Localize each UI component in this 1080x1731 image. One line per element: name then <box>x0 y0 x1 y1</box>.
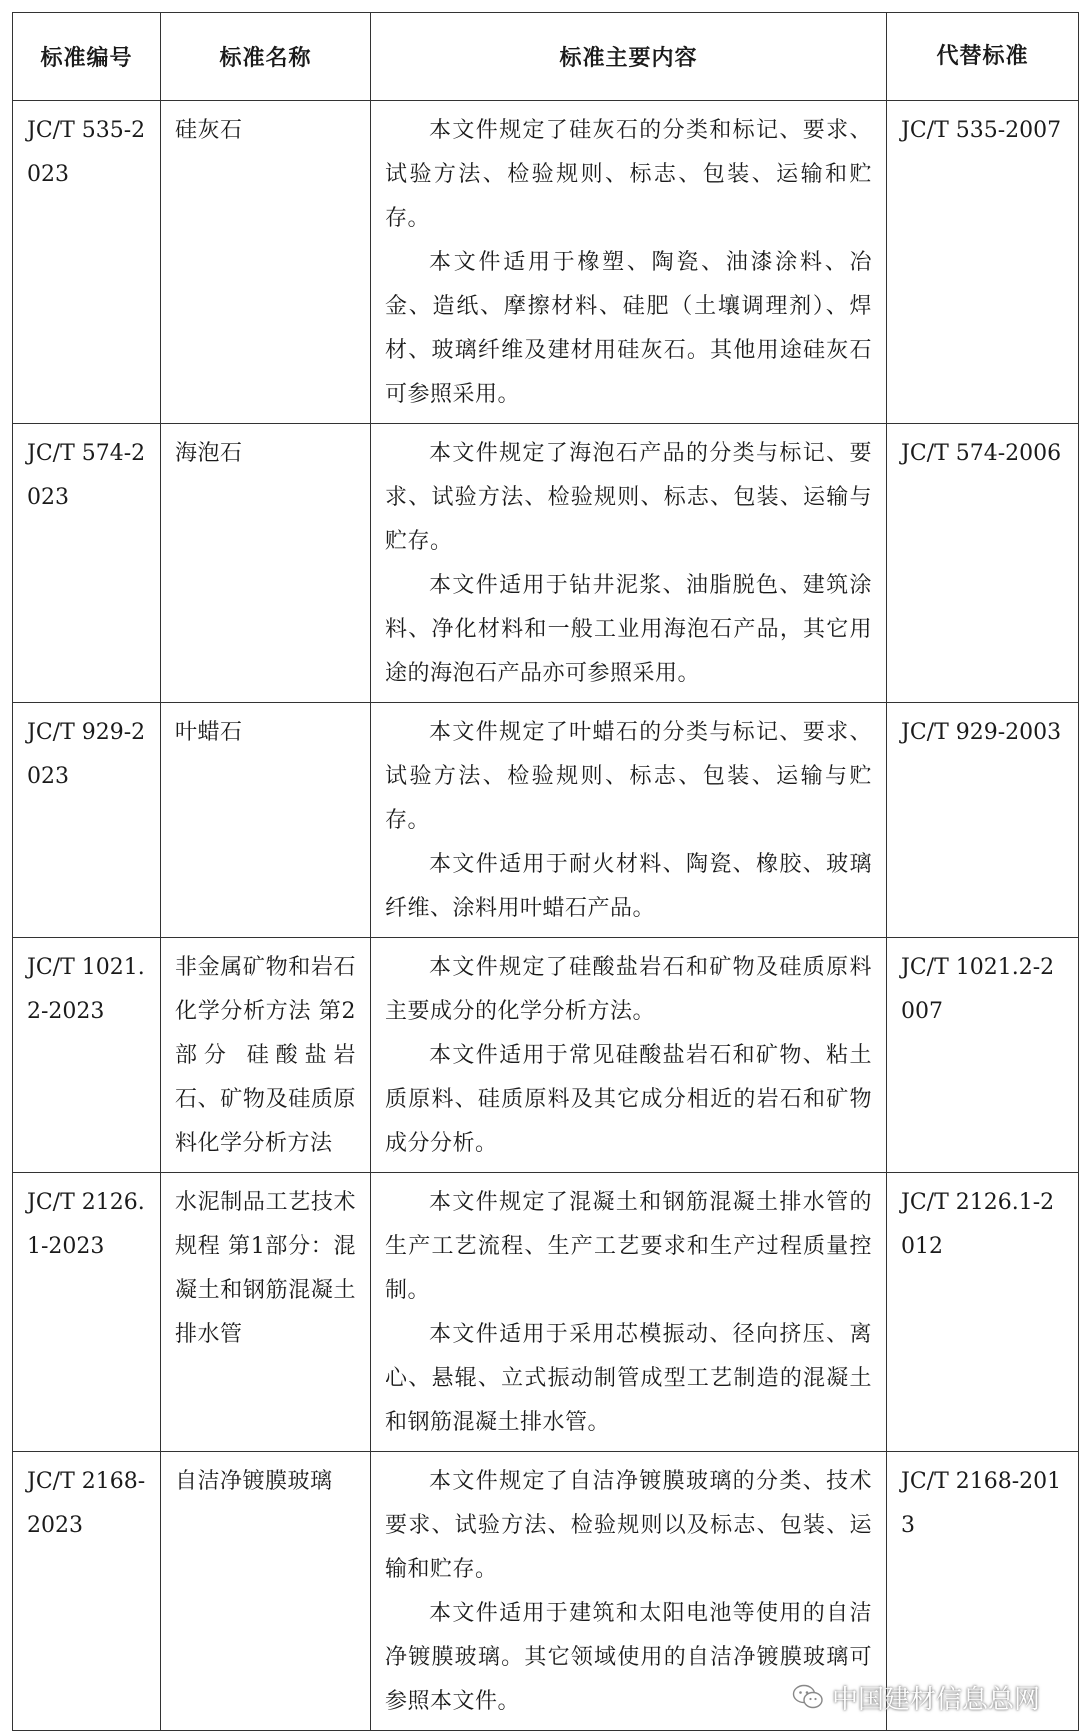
standard-content <box>371 424 886 702</box>
standard-code: JC/T 535-2023 <box>27 118 146 187</box>
content-scope-paragraph: 本文件规定了硅灰石的分类和标记、要求、试验方法、检验规则、标志、包装、运输和贮存。 <box>385 118 872 231</box>
replaced-standard: JC/T 2168-2013 <box>901 1469 1062 1538</box>
content-applicability-paragraph: 本文件适用于建筑和太阳电池等使用的自洁净镀膜玻璃。其它领域使用的自洁净镀膜玻璃可参照本文件。 <box>385 1601 872 1714</box>
content-applicability-paragraph: 本文件适用于耐火材料、陶瓷、橡胶、玻璃纤维、涂料用叶蜡石产品。 <box>385 852 872 921</box>
header-replaced-standard: 代替标准 <box>887 13 1079 101</box>
standard-name: 海泡石 <box>175 441 243 466</box>
content-scope-paragraph: 本文件规定了自洁净镀膜玻璃的分类、技术要求、试验方法、检验规则以及标志、包装、运输和贮存。 <box>385 1469 872 1582</box>
wechat-icon <box>792 1684 824 1710</box>
table-row <box>13 703 1079 938</box>
content-applicability-paragraph: 本文件适用于橡塑、陶瓷、油漆涂料、冶金、造纸、摩擦材料、硅肥（土壤调理剂）、焊材、玻璃纤维及建材用硅灰石。其他用途硅灰石可参照采用。 <box>385 250 872 407</box>
header-standard-name: 标准名称 <box>161 13 371 101</box>
table-row <box>13 101 1079 424</box>
replaced-standard: JC/T 2126.1-2012 <box>901 1190 1055 1259</box>
standard-code: JC/T 2168-2023 <box>27 1469 146 1538</box>
replaced-standard: JC/T 1021.2-2007 <box>901 955 1055 1024</box>
content-applicability-paragraph: 本文件适用于常见硅酸盐岩石和矿物、粘土质原料、硅质原料及其它成分相近的岩石和矿物成分分析。 <box>385 1043 872 1156</box>
standard-code: JC/T 2126.1-2023 <box>27 1190 145 1259</box>
content-scope-paragraph: 本文件规定了混凝土和钢筋混凝土排水管的生产工艺流程、生产工艺要求和生产过程质量控制。 <box>385 1190 872 1303</box>
standard-code: JC/T 929-2023 <box>27 720 146 789</box>
content-scope-paragraph: 本文件规定了硅酸盐岩石和矿物及硅质原料主要成分的化学分析方法。 <box>385 955 872 1024</box>
standard-content <box>371 1173 886 1451</box>
standards-table <box>12 12 1079 1731</box>
header-standard-code: 标准编号 <box>13 13 161 101</box>
standards-document <box>12 12 1078 1731</box>
table-header-row <box>13 13 1079 101</box>
standard-name: 自洁净镀膜玻璃 <box>175 1469 333 1494</box>
content-applicability-paragraph: 本文件适用于钻井泥浆、油脂脱色、建筑涂料、净化材料和一般工业用海泡石产品，其它用途的海泡石产品亦可参照采用。 <box>385 573 872 686</box>
standard-content <box>371 938 886 1172</box>
content-scope-paragraph: 本文件规定了叶蜡石的分类与标记、要求、试验方法、检验规则、标志、包装、运输与贮存。 <box>385 720 872 833</box>
header-standard-content: 标准主要内容 <box>371 13 887 101</box>
replaced-standard: JC/T 929-2003 <box>901 720 1062 745</box>
table-row <box>13 1173 1079 1452</box>
content-applicability-paragraph: 本文件适用于采用芯模振动、径向挤压、离心、悬辊、立式振动制管成型工艺制造的混凝土和钢筋混凝土排水管。 <box>385 1322 872 1435</box>
standard-code: JC/T 574-2023 <box>27 441 146 510</box>
replaced-standard: JC/T 535-2007 <box>901 118 1062 143</box>
replaced-standard: JC/T 574-2006 <box>901 441 1062 466</box>
source-watermark <box>792 1677 1040 1717</box>
standard-code: JC/T 1021.2-2023 <box>27 955 145 1024</box>
standard-content <box>371 703 886 937</box>
standard-content <box>371 101 886 423</box>
table-row <box>13 938 1079 1173</box>
standard-name: 水泥制品工艺技术规程 第1部分：混凝土和钢筋混凝土排水管 <box>175 1190 356 1347</box>
standard-name: 叶蜡石 <box>175 720 243 745</box>
standard-name: 硅灰石 <box>175 118 243 143</box>
table-row <box>13 424 1079 703</box>
content-scope-paragraph: 本文件规定了海泡石产品的分类与标记、要求、试验方法、检验规则、标志、包装、运输与贮存。 <box>385 441 872 554</box>
standard-name: 非金属矿物和岩石化学分析方法 第2部分 硅酸盐岩石、矿物及硅质原料化学分析方法 <box>175 955 356 1156</box>
watermark-text: 中国建材信息总网 <box>831 1684 1040 1715</box>
